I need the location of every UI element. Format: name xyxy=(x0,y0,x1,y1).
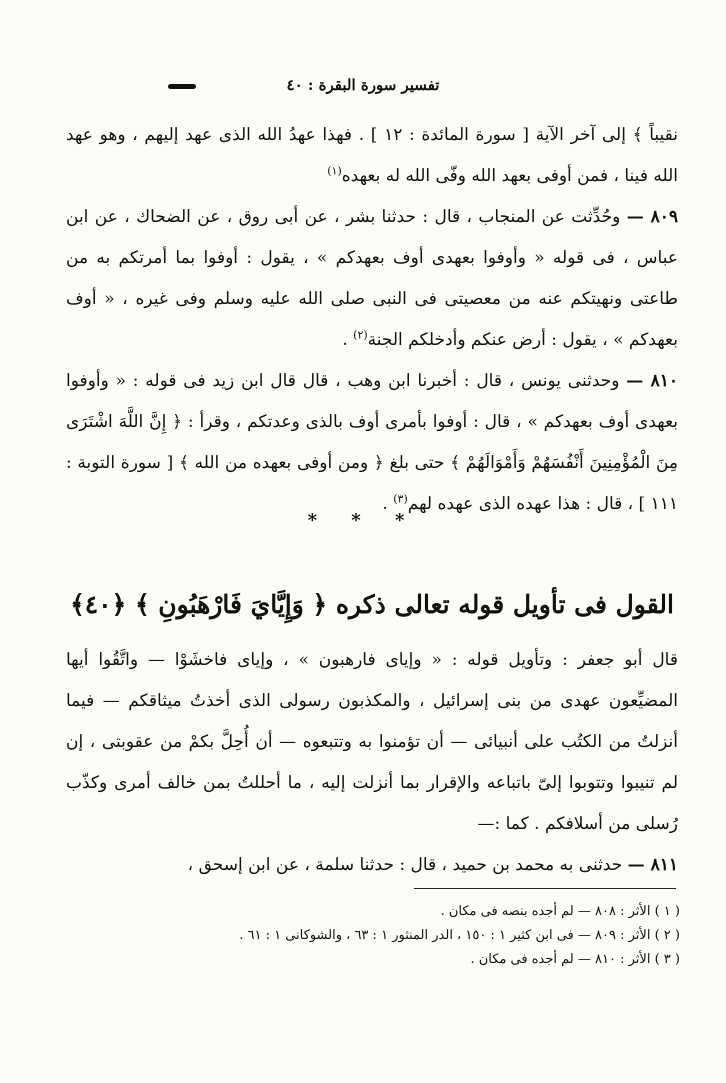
footnote-3: ( ٣ ) الأثر : ٨١٠ — لم أجده فى مكان . xyxy=(470,952,680,967)
hadith-811 xyxy=(66,845,678,886)
header-ornament xyxy=(168,84,196,89)
page-header-title: تفسير سورة البقرة : ٤٠ xyxy=(286,76,440,94)
footnotes xyxy=(120,900,680,972)
hadith-number: ٨٠٩ — xyxy=(626,207,679,227)
running-header xyxy=(0,76,726,102)
text-block-upper xyxy=(66,115,678,525)
hadith-810: ٨١٠ — وحدثنى يونس ، قال : أخبرنا ابن وهب ، قال قال ابن زيد فى قوله : « وأوفوا بعهدى أوف بعهدكم » ، قال : أوفوا بأمرى أوف بالذى وعدتكم ، وقرأ : ﴿ إِنَّ اللَّهَ اشْتَرَى مِنَ الْمُؤْمِنِينَ أَنْفُسَهُمْ وَأَمْوَالَهُمْ ﴾ حتى بلغ ﴿ ومن أوفى بعهده من الله ﴾ [ سورة التوبة : ١١١ ] ، قال : هذا عهده الذى عهده لهم$^{(٣)}$ . xyxy=(66,371,679,514)
footnote-ref-2: (٢) xyxy=(353,328,368,342)
hadith-number: ٨١١ — xyxy=(627,855,678,875)
footnote-ref-3: (٣) xyxy=(393,492,408,506)
section-heading: القول فى تأويل قوله تعالى ذكره ﴿ وَإِيَّايَ فَارْهَبُونِ ﴾ ﴿٤٠﴾ xyxy=(70,590,674,619)
commentary-paragraph: قال أبو جعفر : وتأويل قوله : « وإياى فارهبون » ، وإياى فاخشَوْا — واتَّقُوا أيها المضيِّعون عهدى من بنى إسرائيل ، والمكذبون رسولى الذى أخذتُ ميثاقكم — فيما أنزلتُ من الكتُب على أنبيائى — أن تؤمنوا به وتتبعوه — أن أُحِلَّ بكمْ من عقوبتى ، إن لم تنيبوا وتتوبوا إلىّ باتباعه والإقرار بما أنزلت إليه ، ما أحللتُ بمن خالف أمرى وكذّب رُسلى من أسلافكم . كما :— xyxy=(66,650,678,834)
footnote-2: ( ٢ ) الأثر : ٨٠٩ — فى ابن كثير ١ : ١٥٠ ، الدر المنثور ١ : ٦٣ ، والشوكانى ١ : ٦١ . xyxy=(239,928,680,943)
hadith-text: وحدثنى يونس ، قال : أخبرنا ابن وهب ، قال قال ابن زيد فى قوله : « وأوفوا بعهدى أوف بعهدكم » ، قال : أوفوا بأمرى أوف بالذى وعدتكم ، وقرأ : ﴿ إِنَّ اللَّهَ اشْتَرَى مِنَ الْمُؤْمِنِينَ أَنْفُسَهُمْ وَأَمْوَالَهُمْ ﴾ حتى بلغ ﴿ ومن أوفى بعهده من الله ﴾ [ سورة التوبة : ١١١ ] ، قال : هذا عهده الذى عهده لهم xyxy=(66,371,678,514)
hadith-text: وحُدِّثت عن المنجاب ، قال : حدثنا بشر ، عن أبى روق ، عن الضحاك ، عن ابن عباس ، فى قوله « وأوفوا بعهدى أوف بعهدكم » ، يقول : أوفوا بما أمرتكم به من طاعتى ونهيتكم عنه من معصيتى فى النبى صلى الله عليه وسلم وفى غيره ، « أوف بعهدكم » ، يقول : أرض عنكم وأدخلكم الجنة xyxy=(66,207,678,350)
section-divider: * * * xyxy=(307,510,419,531)
footnote-1: ( ١ ) الأثر : ٨٠٨ — لم أجده بنصه فى مكان . xyxy=(440,904,680,919)
hadith-809: ٨٠٩ — وحُدِّثت عن المنجاب ، قال : حدثنا بشر ، عن أبى روق ، عن الضحاك ، عن ابن عباس ، فى قوله « وأوفوا بعهدى أوف بعهدكم » ، يقول : أوفوا بما أمرتكم به من طاعتى ونهيتكم عنه من معصيتى فى النبى صلى الله عليه وسلم وفى غيره ، « أوف بعهدكم » ، يقول : أرض عنكم وأدخلكم الجنة$^{(٢)}$ . xyxy=(66,207,679,350)
hadith-text: حدثنى به محمد بن حميد ، قال : حدثنا سلمة ، عن ابن إسحق ، xyxy=(187,855,623,875)
paragraph-text: نقيباً ﴾ إلى آخر الآية [ سورة المائدة : ١٢ ] . فهذا عهدُ الله الذى عهد إليهم ، وهو عهد الله فينا ، فمن أوفى بعهد الله وفّى الله له بعهده xyxy=(66,125,678,186)
paragraph-continuation xyxy=(66,115,678,197)
footnote-rule xyxy=(414,888,676,889)
text-block-lower xyxy=(66,640,678,886)
hadith-number: ٨١٠ — xyxy=(626,371,679,391)
footnote-ref-1: (١) xyxy=(327,164,342,178)
